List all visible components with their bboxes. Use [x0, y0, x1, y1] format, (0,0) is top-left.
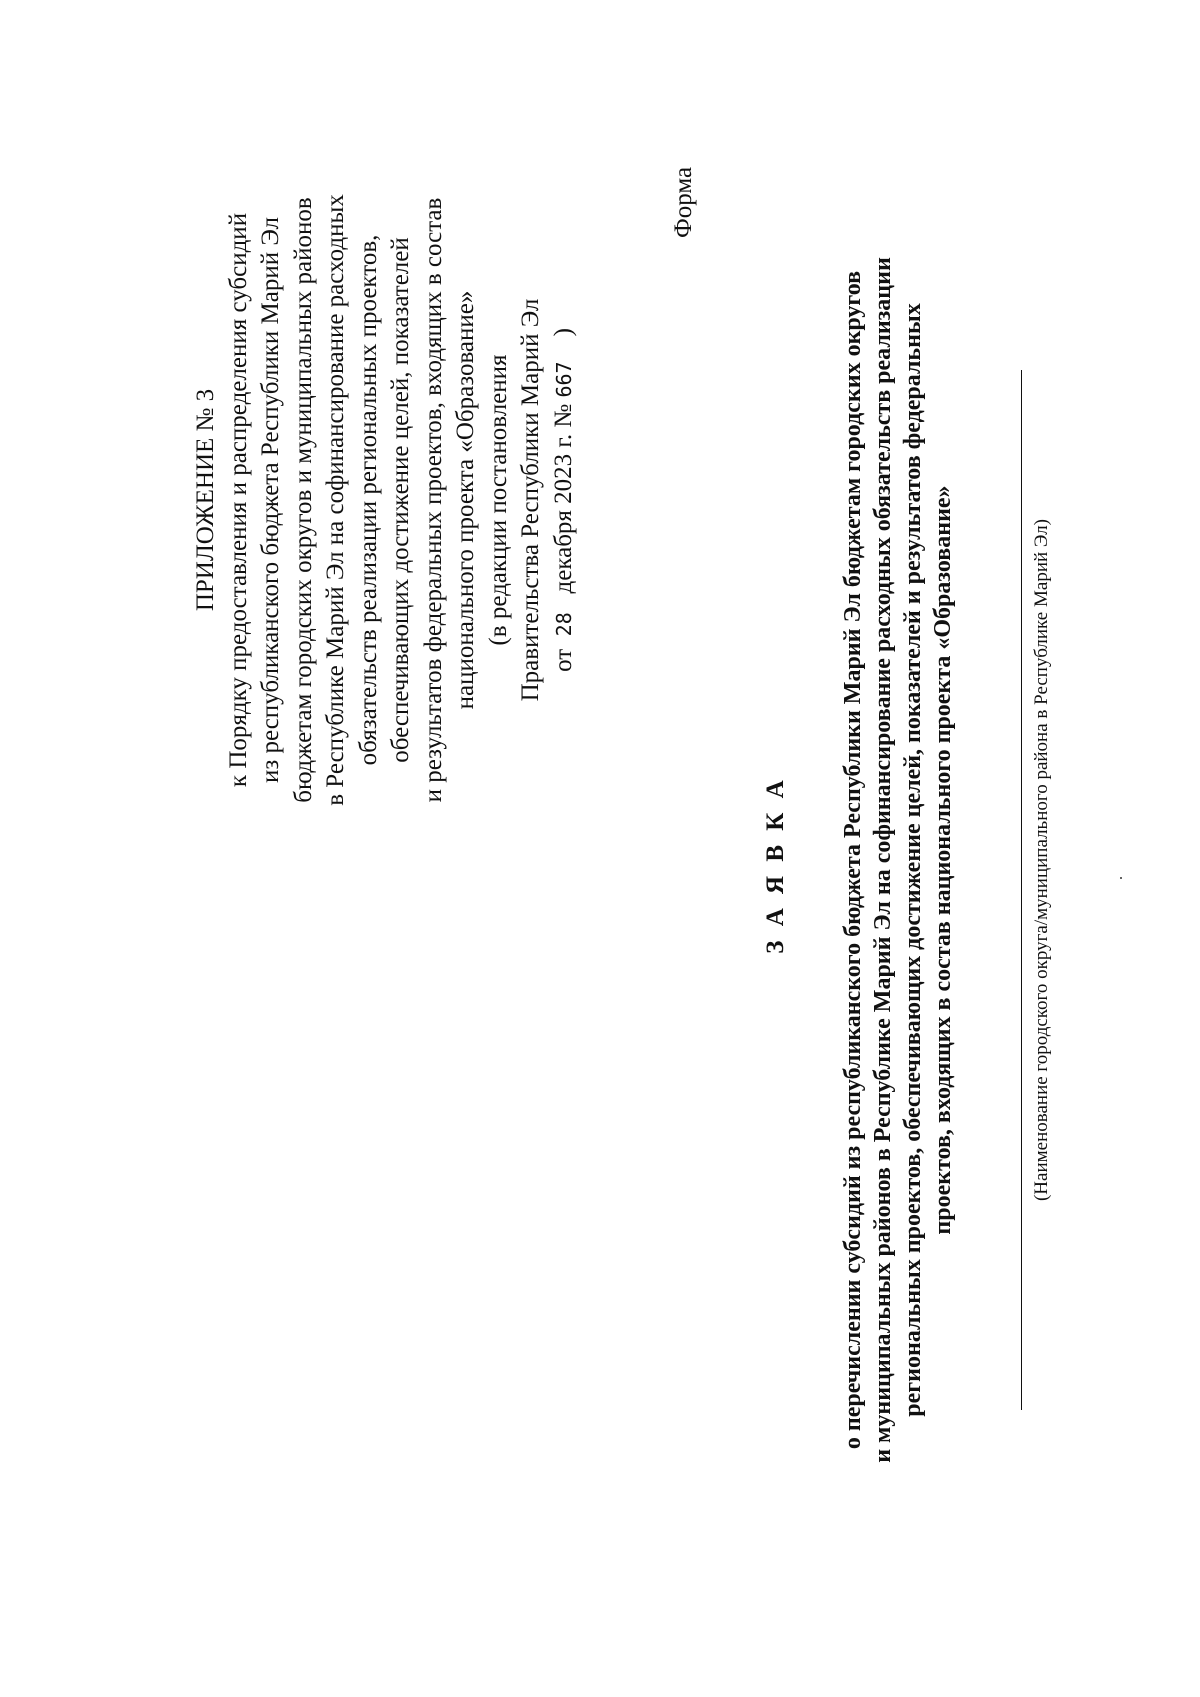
appendix-header: [190, 160, 580, 840]
appendix-line-2: к Порядку предоставления и распределения субсидий: [224, 212, 252, 788]
document-subject: [838, 150, 958, 1570]
appendix-line-9: национального проекта «Образование»: [452, 290, 479, 710]
appendix-line-8: и результатов федеральных проектов, входящих в состав: [419, 197, 447, 803]
scan-speck: [1120, 877, 1122, 879]
appendix-line-7: обеспечивающих достижение целей, показателей: [387, 237, 414, 763]
subject-line-4: проектов, входящих в состав национального проекта «Образование»: [930, 485, 956, 1235]
date-rest: декабря 2023 г. №: [549, 403, 577, 594]
subject-line-2: и муниципальных районов в Республике Марий Эл на софинансирование расходных обязательств реализации: [870, 257, 896, 1463]
form-label: Форма: [670, 166, 697, 238]
appendix-line-3: из республиканского бюджета Республики Марий Эл: [257, 216, 284, 784]
appendix-line-11: Правительства Республики Марий Эл: [517, 298, 544, 702]
document-title: З А Я В К А: [762, 776, 789, 954]
resolution-number: 667: [551, 361, 576, 398]
date-day: 28: [551, 612, 576, 637]
appendix-line-5: в Республике Марий Эл на софинансирование расходных: [322, 194, 349, 806]
appendix-line-10: (в редакции постановления: [484, 354, 512, 646]
appendix-line-6: обязательств реализации региональных проектов,: [354, 234, 382, 766]
subject-line-1: о перечислении субсидий из республиканского бюджета Республики Марий Эл бюджетам городских округов: [840, 270, 866, 1450]
date-prefix: от: [549, 648, 577, 672]
name-fill-line: [1021, 370, 1022, 1410]
appendix-title: ПРИЛОЖЕНИЕ № 3: [192, 388, 219, 612]
appendix-date-line: [548, 160, 581, 840]
appendix-line-4: бюджетам городских округов и муниципальных районов: [289, 197, 317, 803]
subject-line-3: региональных проектов, обеспечивающих достижение целей, показателей и результатов федеральных: [900, 303, 926, 1417]
date-close: ): [549, 328, 577, 337]
name-caption: (Наименование городского округа/муниципального района в Республике Марий Эл): [1031, 518, 1052, 1202]
